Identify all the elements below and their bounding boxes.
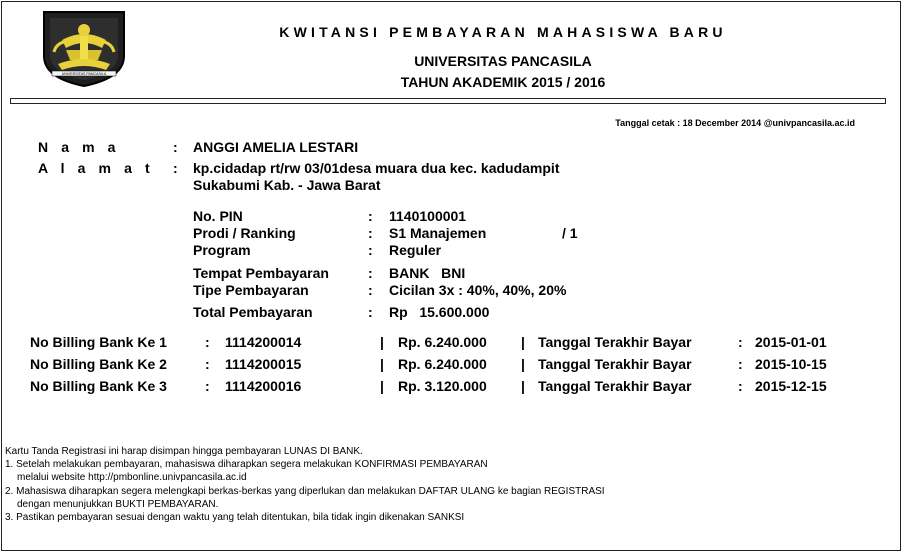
payment-place-colon: :	[368, 265, 373, 281]
note-3: 3. Pastikan pembayaran sesuai dengan waktu yang telah ditentukan, bila tidak ingin dikenakan SANKSI	[5, 512, 465, 524]
note-1-continued: melalui website http://pmbonline.univpancasila.ac.id	[17, 472, 247, 484]
billing-pipe: |	[521, 334, 525, 350]
billing-due-date: 2015-10-15	[755, 356, 827, 372]
billing-amount: Rp. 3.120.000	[398, 378, 487, 394]
billing-number: 1114200016	[225, 378, 302, 394]
payment-type-colon: :	[368, 282, 373, 298]
payment-place-value: BANK BNI	[389, 265, 466, 281]
billing-label: No Billing Bank Ke 2	[30, 356, 167, 372]
billing-colon: :	[205, 334, 210, 350]
university-name: UNIVERSITAS PANCASILA	[414, 53, 592, 69]
address-colon: :	[173, 160, 178, 176]
name-colon: :	[173, 139, 178, 155]
billing-colon: :	[738, 356, 743, 372]
billing-due-date: 2015-12-15	[755, 378, 827, 394]
billing-pipe: |	[521, 356, 525, 372]
billing-label: No Billing Bank Ke 1	[30, 334, 167, 350]
billing-amount: Rp. 6.240.000	[398, 334, 487, 350]
total-colon: :	[368, 304, 373, 320]
svg-text:UNIVERSITAS PANCASILA: UNIVERSITAS PANCASILA	[61, 72, 107, 77]
address-label: A l a m a t	[38, 160, 155, 176]
academic-year: TAHUN AKADEMIK 2015 / 2016	[400, 74, 606, 90]
print-date: Tanggal cetak : 18 December 2014 @univpancasila.ac.id	[615, 118, 855, 128]
name-label: N a m a	[38, 139, 120, 155]
billing-pipe: |	[380, 356, 384, 372]
billing-pipe: |	[521, 378, 525, 394]
billing-due-label: Tanggal Terakhir Bayar	[538, 334, 692, 350]
university-logo-icon	[36, 8, 132, 88]
payment-type-label: Tipe Pembayaran	[193, 282, 309, 298]
prodi-colon: :	[368, 225, 373, 241]
note-2-continued: dengan menunjukkan BUKTI PEMBAYARAN.	[17, 498, 219, 510]
name-value: ANGGI AMELIA LESTARI	[193, 139, 359, 155]
program-colon: :	[368, 242, 373, 258]
billing-amount: Rp. 6.240.000	[398, 356, 487, 372]
billing-number: 1114200014	[225, 334, 302, 350]
billing-due-label: Tanggal Terakhir Bayar	[538, 378, 692, 394]
billing-colon: :	[205, 356, 210, 372]
total-label: Total Pembayaran	[193, 304, 313, 320]
pin-value: 1140100001	[389, 208, 467, 224]
header-divider	[10, 98, 886, 104]
pin-label: No. PIN	[193, 208, 243, 224]
billing-colon: :	[738, 378, 743, 394]
address-line-2: Sukabumi Kab. - Jawa Barat	[193, 177, 381, 193]
payment-type-value: Cicilan 3x : 40%, 40%, 20%	[389, 282, 567, 298]
pin-colon: :	[368, 208, 373, 224]
billing-colon: :	[738, 334, 743, 350]
billing-colon: :	[205, 378, 210, 394]
billing-pipe: |	[380, 334, 384, 350]
program-label: Program	[193, 242, 251, 258]
note-2: 2. Mahasiswa diharapkan segera melengkapi berkas-berkas yang diperlukan dan melakukan DAFTAR ULANG ke bagian REGISTRASI	[5, 485, 605, 497]
billing-due-label: Tanggal Terakhir Bayar	[538, 356, 692, 372]
note-1: 1. Setelah melakukan pembayaran, mahasiswa diharapkan segera melakukan KONFIRMASI PEMBAYARAN	[5, 459, 488, 471]
billing-number: 1114200015	[225, 356, 302, 372]
billing-due-date: 2015-01-01	[755, 334, 827, 350]
note-intro: Kartu Tanda Registrasi ini harap disimpan hingga pembayaran LUNAS DI BANK.	[5, 446, 363, 457]
prodi-value: S1 Manajemen	[389, 225, 487, 241]
program-value: Reguler	[389, 242, 442, 258]
total-value: Rp 15.600.000	[389, 304, 490, 320]
prodi-label: Prodi / Ranking	[193, 225, 296, 241]
ranking-value: / 1	[562, 225, 578, 241]
notes-section	[5, 445, 605, 524]
receipt-title: KWITANSI PEMBAYARAN MAHASISWA BARU	[279, 24, 727, 40]
address-line-1: kp.cidadap rt/rw 03/01desa muara dua kec. kadudampit	[193, 160, 560, 176]
billing-label: No Billing Bank Ke 3	[30, 378, 167, 394]
billing-pipe: |	[380, 378, 384, 394]
payment-place-label: Tempat Pembayaran	[193, 265, 329, 281]
